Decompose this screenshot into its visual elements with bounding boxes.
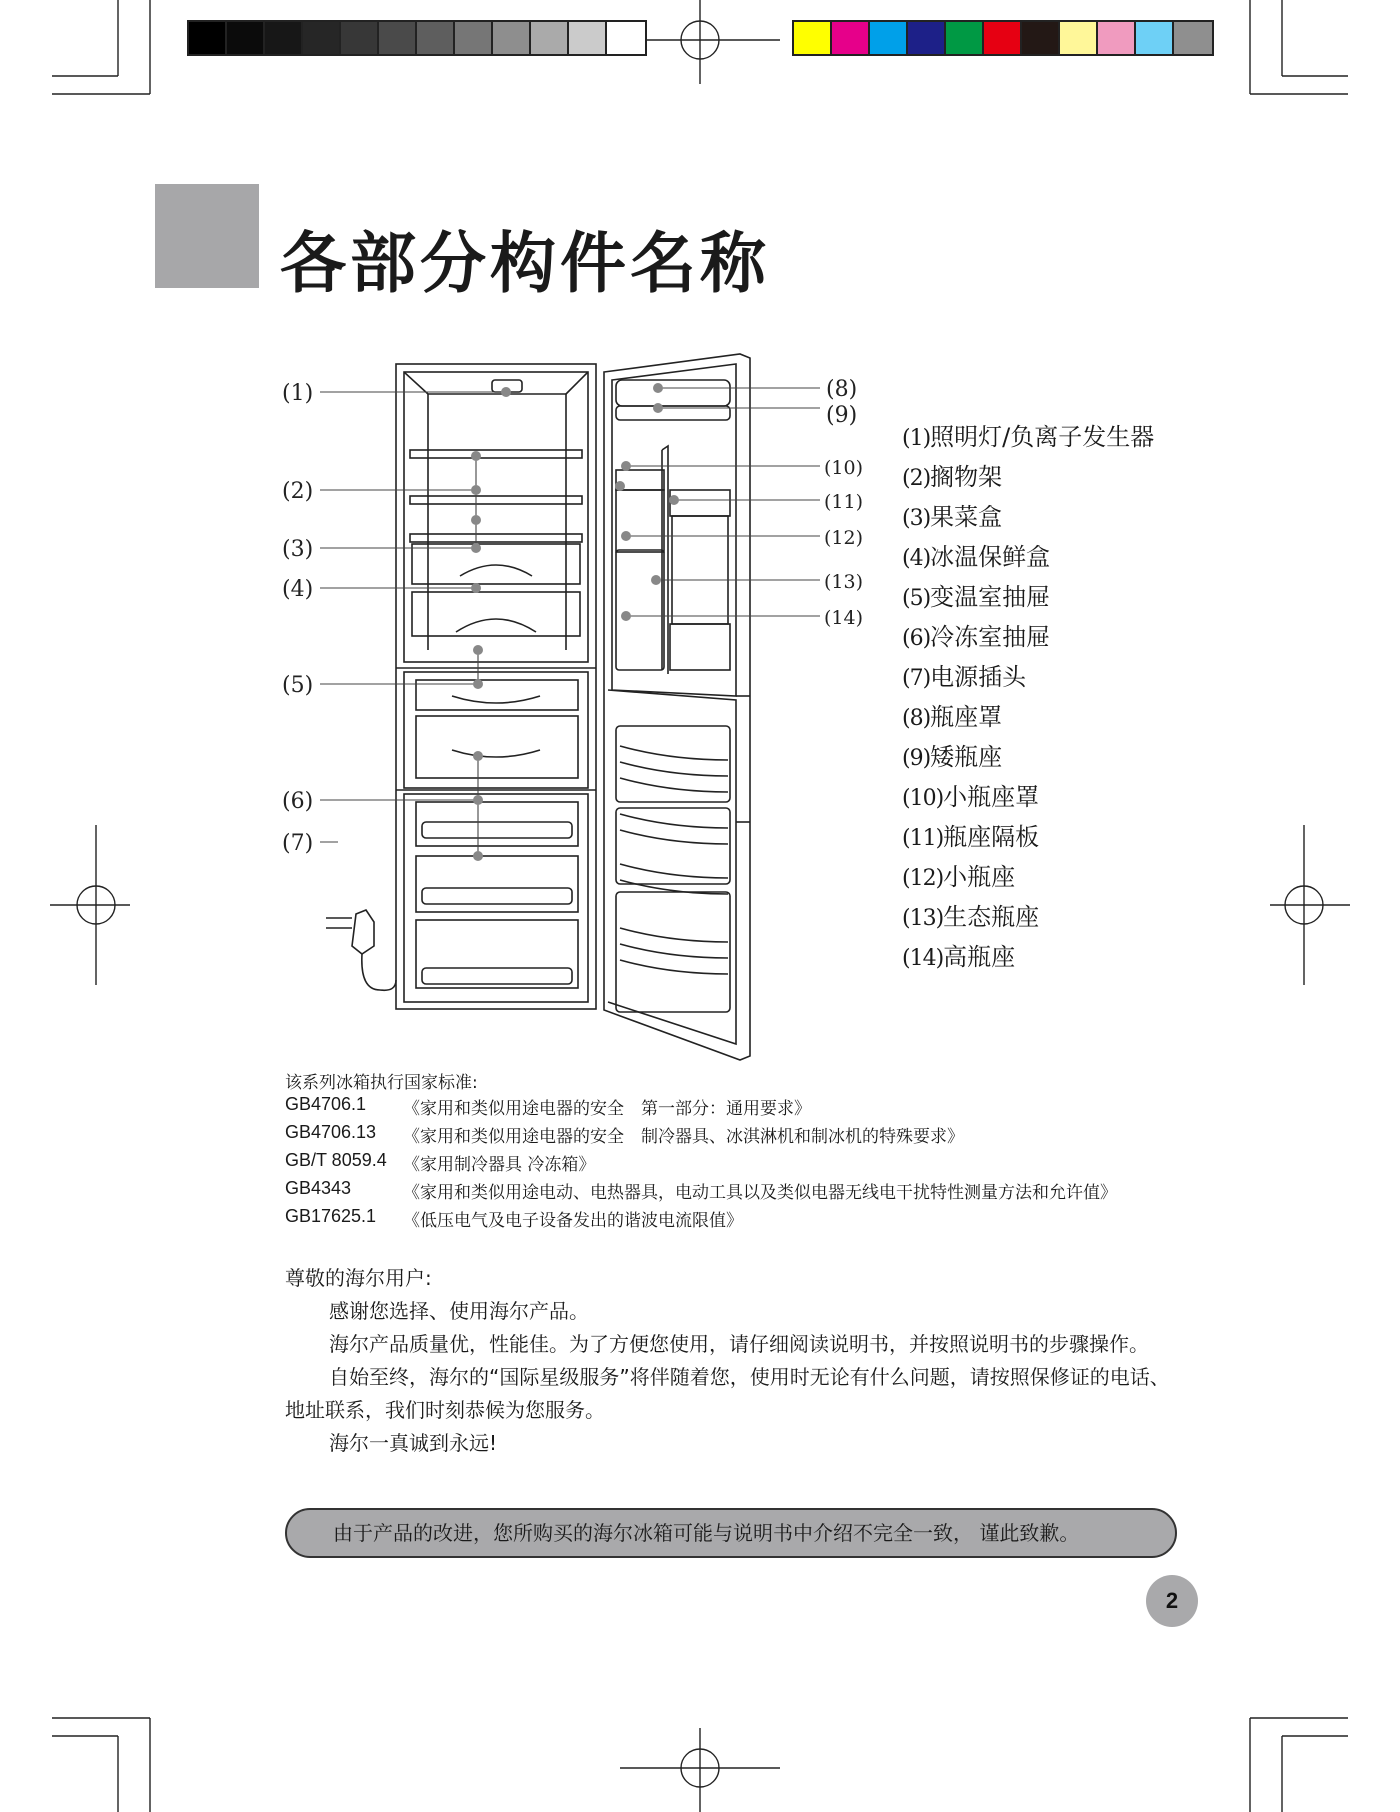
standard-name: 《家用和类似用途电器的安全 第一部分：通用要求》 <box>403 1099 811 1119</box>
legend-label: 瓶座罩 <box>930 703 1003 731</box>
legend-number: (8) <box>902 706 931 731</box>
standard-row <box>285 1206 1117 1234</box>
standard-code: GB4706.1 <box>285 1094 367 1114</box>
letter-paragraph: 海尔一真诚到永远! <box>329 1431 498 1455</box>
color-swatch <box>569 22 607 54</box>
page-title: 各部分构件名称 <box>280 225 770 302</box>
standards-heading: 该系列冰箱执行国家标准: <box>285 1073 478 1093</box>
color-swatch <box>379 22 417 54</box>
bottle-cover <box>616 380 730 406</box>
title-block <box>155 184 259 288</box>
callout-7: (7) <box>282 831 314 856</box>
color-swatch <box>531 22 569 54</box>
color-swatch <box>908 22 946 54</box>
bottle-divider <box>670 490 730 516</box>
color-swatch <box>341 22 379 54</box>
refrigerator-diagram <box>270 350 870 1070</box>
color-swatch <box>455 22 493 54</box>
letter-salutation: 尊敬的海尔用户: <box>285 1266 432 1290</box>
grayscale-color-bar <box>187 20 647 56</box>
legend-label: 变温室抽屉 <box>930 583 1051 611</box>
standard-row <box>285 1178 1117 1206</box>
legend-label: 冰温保鲜盒 <box>930 543 1051 571</box>
shelf <box>410 496 582 504</box>
callout-13: (13) <box>824 571 864 593</box>
legend-item <box>902 538 1154 578</box>
shelf <box>410 450 582 458</box>
standard-code: GB17625.1 <box>285 1206 377 1226</box>
page-number: 2 <box>1146 1575 1198 1627</box>
legend-item <box>902 498 1154 538</box>
legend-label: 生态瓶座 <box>943 903 1040 931</box>
callout-3: (3) <box>282 537 314 562</box>
color-swatch <box>607 22 645 54</box>
color-swatch <box>1174 22 1212 54</box>
color-swatch <box>794 22 832 54</box>
notice-banner: 由于产品的改进，您所购买的海尔冰箱可能与说明书中介绍不完全一致， 谨此致歉。 <box>285 1508 1177 1558</box>
standard-code: GB4343 <box>285 1178 352 1198</box>
color-swatch <box>870 22 908 54</box>
legend-item <box>902 578 1154 618</box>
letter-paragraph: 感谢您选择、使用海尔产品。 <box>329 1299 589 1323</box>
legend-number: (7) <box>902 666 931 691</box>
registration-mark-bottom <box>620 1728 780 1812</box>
color-swatch <box>1136 22 1174 54</box>
legend-label: 矮瓶座 <box>930 743 1003 771</box>
callout-8: (8) <box>826 377 858 402</box>
color-swatch <box>417 22 455 54</box>
legend-label: 照明灯/负离子发生器 <box>930 423 1155 451</box>
standard-name: 《家用和类似用途电动、电热器具，电动工具以及类似电器无线电干扰特性测量方法和允许值》 <box>403 1183 1117 1203</box>
legend-number: (14) <box>902 946 944 971</box>
eco-bottle-rack <box>672 516 728 624</box>
legend-label: 小瓶座罩 <box>943 783 1040 811</box>
legend-number: (1) <box>902 426 931 451</box>
legend-item <box>902 858 1154 898</box>
legend-item <box>902 698 1154 738</box>
legend-item <box>902 458 1154 498</box>
shelf <box>410 534 582 542</box>
color-swatch <box>1022 22 1060 54</box>
registration-mark-right <box>1270 825 1350 985</box>
legend-number: (13) <box>902 906 944 931</box>
legend-label: 小瓶座 <box>943 863 1016 891</box>
color-swatch <box>946 22 984 54</box>
standard-row <box>285 1094 1117 1122</box>
legend-item <box>902 738 1154 778</box>
legend-item <box>902 658 1154 698</box>
callout-2: (2) <box>282 479 314 504</box>
standard-row <box>285 1150 1117 1178</box>
color-swatch <box>303 22 341 54</box>
color-swatch <box>1060 22 1098 54</box>
standard-code: GB/T 8059.4 <box>285 1150 387 1170</box>
callout-1: (1) <box>282 381 314 406</box>
standard-name: 《家用制冷器具 冷冻箱》 <box>403 1155 596 1175</box>
color-swatch <box>265 22 303 54</box>
callout-11: (11) <box>824 491 864 513</box>
legend-number: (3) <box>902 506 931 531</box>
legend-item <box>902 898 1154 938</box>
color-swatch <box>227 22 265 54</box>
legend-number: (11) <box>902 826 944 851</box>
legend-number: (9) <box>902 746 931 771</box>
legend-label: 搁物架 <box>930 463 1003 491</box>
legend-number: (4) <box>902 546 931 571</box>
legend-item <box>902 938 1154 978</box>
legend-label: 高瓶座 <box>943 943 1016 971</box>
legend-number: (10) <box>902 786 944 811</box>
color-swatch <box>984 22 1022 54</box>
tall-bottle-rack <box>616 550 664 670</box>
standard-code: GB4706.13 <box>285 1122 377 1142</box>
legend-number: (12) <box>902 866 944 891</box>
legend-label: 果菜盒 <box>930 503 1003 531</box>
legend-label: 电源插头 <box>930 663 1027 691</box>
color-swatch <box>1098 22 1136 54</box>
legend-number: (6) <box>902 626 931 651</box>
legend-label: 冷冻室抽屉 <box>930 623 1051 651</box>
legend-item <box>902 618 1154 658</box>
callout-10: (10) <box>824 457 864 479</box>
letter <box>285 1262 1175 1460</box>
legend-number: (5) <box>902 586 931 611</box>
legend-number: (2) <box>902 466 931 491</box>
small-bottle-rack <box>616 490 664 552</box>
process-color-bar <box>792 20 1214 56</box>
callout-4: (4) <box>282 577 314 602</box>
letter-paragraph: 海尔产品质量优，性能佳。为了方便您使用，请仔细阅读说明书，并按照说明书的步骤操作。 <box>329 1332 1149 1356</box>
callout-5: (5) <box>282 673 314 698</box>
parts-legend <box>902 418 1154 978</box>
standard-name: 《低压电气及电子设备发出的谐波电流限值》 <box>403 1211 743 1231</box>
color-swatch <box>493 22 531 54</box>
standard-name: 《家用和类似用途电器的安全 制冷器具、冰淇淋机和制冰机的特殊要求》 <box>403 1127 964 1147</box>
callout-9: (9) <box>826 403 858 428</box>
standard-row <box>285 1122 1117 1150</box>
color-swatch <box>189 22 227 54</box>
letter-paragraph: 自始至终，海尔的“国际星级服务”将伴随着您，使用时无论有什么问题，请按照保修证的电话、地址联系，我们时刻恭候为您服务。 <box>285 1365 1170 1422</box>
legend-item <box>902 818 1154 858</box>
callout-12: (12) <box>824 527 864 549</box>
legend-item <box>902 418 1154 458</box>
legend-label: 瓶座隔板 <box>943 823 1040 851</box>
legend-item <box>902 778 1154 818</box>
door-outline <box>604 354 750 1060</box>
standards-table <box>285 1094 1117 1234</box>
color-swatch <box>832 22 870 54</box>
registration-mark-left <box>50 825 130 985</box>
chiller-drawer <box>412 592 580 636</box>
callout-6: (6) <box>282 789 314 814</box>
crisper-drawer <box>412 544 580 584</box>
power-plug <box>352 910 374 954</box>
callout-14: (14) <box>824 607 864 629</box>
